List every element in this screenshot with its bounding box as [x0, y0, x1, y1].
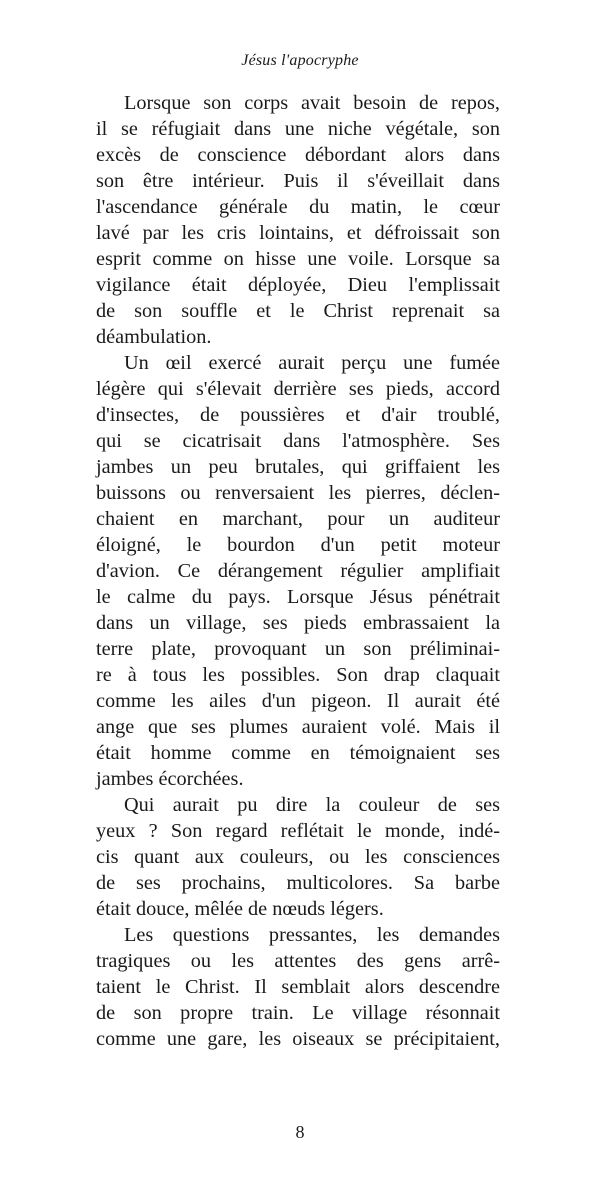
text-line: était douce, mêlée de nœuds légers.	[96, 898, 384, 920]
text-line: re à tous les possibles. Son drap claquait	[96, 664, 500, 686]
text-line: excès de conscience débordant alors dans	[96, 144, 500, 166]
text-line: légère qui s'élevait derrière ses pieds, accord	[96, 378, 500, 400]
text-line: comme une gare, les oiseaux se précipitaient,	[96, 1028, 500, 1050]
text-line: tragiques ou les attentes des gens arrê-	[96, 950, 500, 972]
text-line: lavé par les cris lointains, et défroissait son	[96, 222, 500, 244]
text-line: yeux ? Son regard reflétait le monde, indé-	[96, 820, 500, 842]
text-line: de son souffle et le Christ reprenait sa	[96, 300, 500, 322]
text-line: d'avion. Ce dérangement régulier amplifiait	[96, 560, 500, 582]
text-line: Qui aurait pu dire la couleur de ses	[124, 794, 500, 816]
text-line: jambes écorchées.	[96, 768, 244, 790]
text-line: déambulation.	[96, 326, 212, 348]
page-number: 8	[295, 1122, 305, 1142]
text-line: vigilance était déployée, Dieu l'emplissait	[96, 274, 500, 296]
text-line: de son propre train. Le village résonnait	[96, 1002, 500, 1024]
text-line: ange que ses plumes auraient volé. Mais il	[96, 716, 500, 738]
text-line: terre plate, provoquant un son préliminai-	[96, 638, 500, 660]
text-line: dans un village, ses pieds embrassaient la	[96, 612, 500, 634]
text-line: son être intérieur. Puis il s'éveillait dans	[96, 170, 500, 192]
text-line: l'ascendance générale du matin, le cœur	[96, 196, 500, 218]
body-text	[96, 90, 500, 1052]
text-line: d'insectes, de poussières et d'air troublé,	[96, 404, 500, 426]
text-line: buissons ou renversaient les pierres, déclen-	[96, 482, 500, 504]
text-line: chaient en marchant, pour un auditeur	[96, 508, 500, 530]
text-line: il se réfugiait dans une niche végétale, son	[96, 118, 500, 140]
text-line: taient le Christ. Il semblait alors descendre	[96, 976, 500, 998]
text-line: esprit comme on hisse une voile. Lorsque sa	[96, 248, 500, 270]
text-line: jambes un peu brutales, qui griffaient les	[96, 456, 500, 478]
text-line: le calme du pays. Lorsque Jésus pénétrait	[96, 586, 500, 608]
text-line: de ses prochains, multicolores. Sa barbe	[96, 872, 500, 894]
text-line: éloigné, le bourdon d'un petit moteur	[96, 534, 500, 556]
text-line: qui se cicatrisait dans l'atmosphère. Ses	[96, 430, 500, 452]
text-line: Les questions pressantes, les demandes	[124, 924, 500, 946]
running-head: Jésus l'apocryphe	[241, 52, 359, 69]
text-line: cis quant aux couleurs, ou les consciences	[96, 846, 500, 868]
text-line: était homme comme en témoignaient ses	[96, 742, 500, 764]
text-line: Un œil exercé aurait perçu une fumée	[124, 352, 500, 374]
text-line: comme les ailes d'un pigeon. Il aurait été	[96, 690, 500, 712]
text-line: Lorsque son corps avait besoin de repos,	[124, 92, 500, 114]
